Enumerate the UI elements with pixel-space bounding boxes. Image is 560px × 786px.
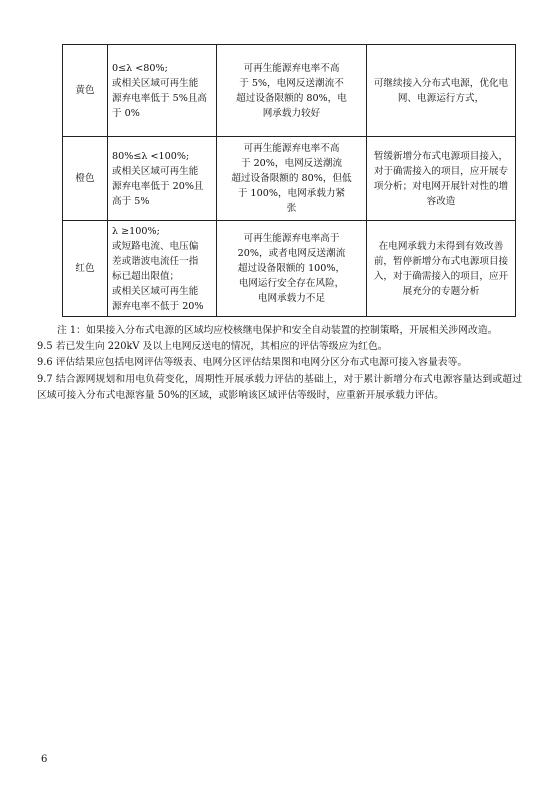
grade-condition-cell: 80%≤λ <100%; 或相关区域可再生能 源弃电率低于 20%且 高于 5% <box>108 137 217 221</box>
notes-section <box>37 323 522 404</box>
table-row <box>63 137 516 221</box>
grade-condition-cell: λ ≥100%; 或短路电流、电压偏 差或谐波电流任一指 标已超出限值； 或相关区域可再生能 源弃电率不低于 20% <box>108 221 217 317</box>
grade-advice-cell: 可继续接入分布式电源，优化电 网、电源运行方式， <box>367 45 516 137</box>
grade-condition-cell: 0≤λ <80%; 或相关区域可再生能 源弃电率低于 5%且高 于 0% <box>108 45 217 137</box>
grade-level-cell: 红色 <box>63 221 108 317</box>
grade-description-cell: 可再生能源弃电率不高 于 5%，电网反送潮流不 超过设备限额的 80%，电 网承载力较好 <box>217 45 367 137</box>
grade-level-cell: 橙色 <box>63 137 108 221</box>
clause-9-7: 9.7 结合源网规划和用电负荷变化，周期性开展承载力评估的基础上，对于累计新增分布式电源容量达到或超过区域可接入分布式电源容量 50%的区域，或影响该区域评估等级时，应重新开展承载力评估。 <box>37 373 522 401</box>
grade-level-cell: 黄色 <box>63 45 108 137</box>
table-note: 注 1：如果接入分布式电源的区域均应校核继电保护和安全自动装置的控制策略，开展相关涉网改造。 <box>57 325 498 336</box>
table-row <box>63 45 516 137</box>
clause-9-6: 9.6 评估结果应包括电网评估等级表、电网分区评估结果图和电网分区分布式电源可接入容量表等。 <box>37 357 468 369</box>
clause-9-5: 9.5 若已发生向 220kV 及以上电网反送电的情况，其相应的评估等级应为红色。 <box>37 341 388 353</box>
table-row <box>63 221 516 317</box>
grade-description-cell: 可再生能源弃电率高于 20%，或者电网反送潮流 超过设备限额的 100%， 电网运行安全存在风险， 电网承载力不足 <box>217 221 367 317</box>
grade-advice-cell: 在电网承载力未得到有效改善 前，暂停新增分布式电源项目接 入，对于确需接入的项目，应开 展充分的专题分析 <box>367 221 516 317</box>
grade-description-cell: 可再生能源弃电率不高 于 20%，电网反送潮流 超过设备限额的 80%，但低 于 100%，电网承载力紧 张 <box>217 137 367 221</box>
evaluation-grade-table <box>62 44 516 317</box>
grade-advice-cell: 暂缓新增分布式电源项目接入， 对于确需接入的项目，应开展专 项分析；对电网开展针对性的增 容改造 <box>367 137 516 221</box>
page-number: 6 <box>41 754 48 765</box>
